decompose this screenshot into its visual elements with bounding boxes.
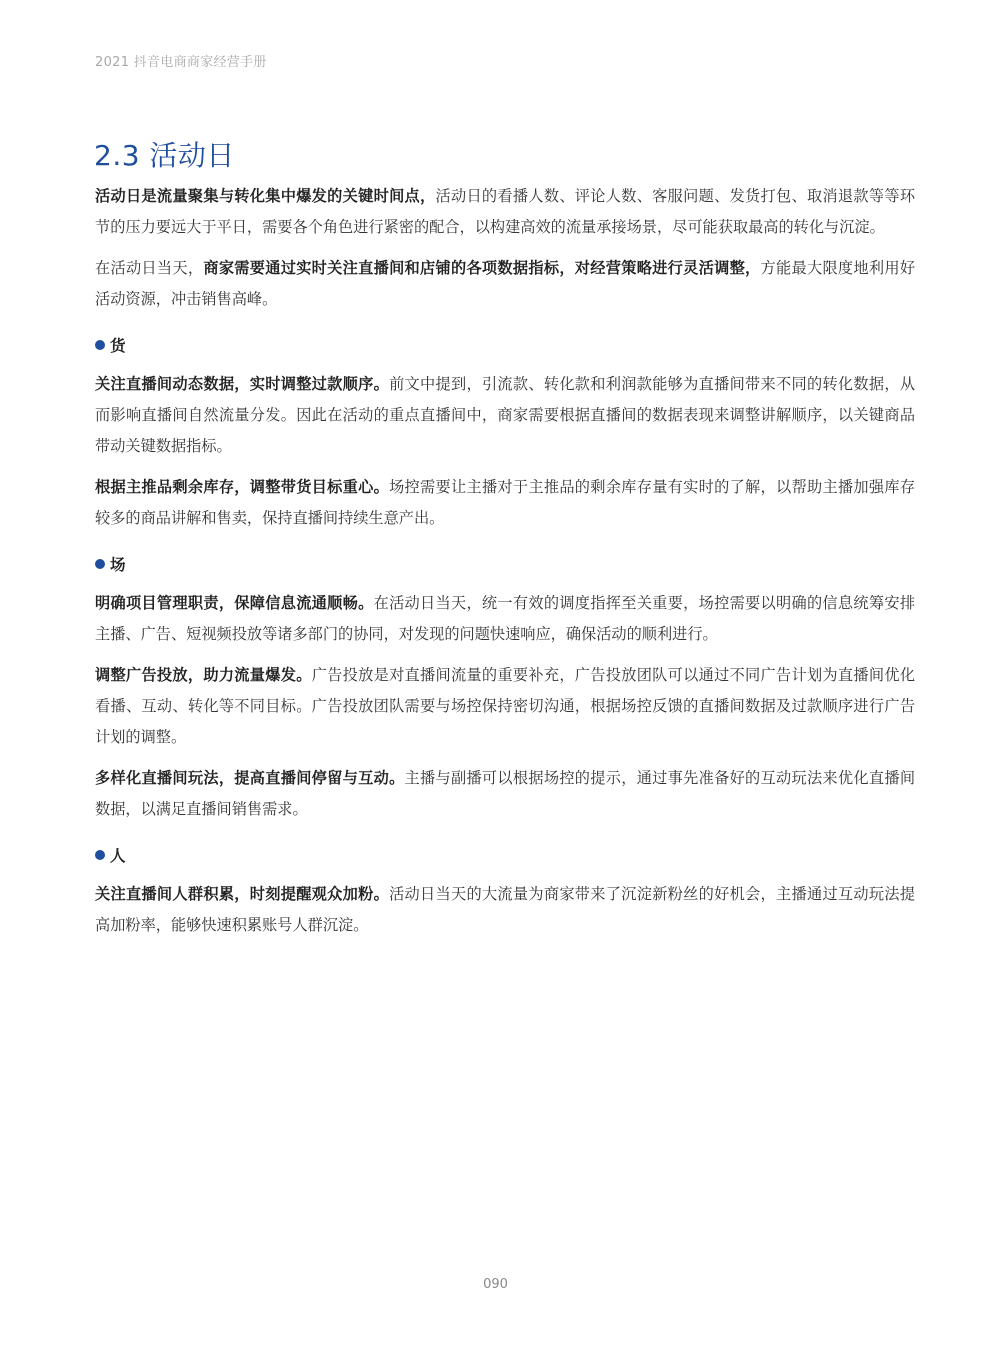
bullet-dot-icon <box>95 559 105 569</box>
people-heading-label: 人 <box>110 846 126 865</box>
intro-paragraph-1-text: 活动日的看播人数、评论人数、客服问题、发货打包、取消退款等等环节的压力要远大于平日，需要各个角色进行紧密的配合，以构建高效的流量承接场景，尽可能获取最高的转化与沉淀。 <box>95 187 916 236</box>
page-number: 090 <box>483 1277 508 1292</box>
goods-heading-label: 货 <box>110 336 126 355</box>
venue-item-3 <box>95 763 915 825</box>
venue-item-1-bold: 明确项目管理职责，保障信息流通顺畅。 <box>95 594 374 612</box>
venue-item-2 <box>95 660 915 753</box>
goods-item-2-bold: 根据主推品剩余库存，调整带货目标重心。 <box>95 478 390 496</box>
goods-item-1 <box>95 369 915 462</box>
intro-paragraph-1 <box>95 181 915 243</box>
section-title: 2.3 活动日 <box>94 139 235 172</box>
intro-paragraph-2-text: 方能最大限度地利用好活动资源，冲击销售高峰。 <box>95 259 916 308</box>
venue-item-2-bold: 调整广告投放，助力流量爆发。 <box>95 666 312 684</box>
people-heading <box>95 839 915 870</box>
goods-item-1-text: 前文中提到，引流款、转化款和利润款能够为直播间带来不同的转化数据，从而影响直播间自然流量分发。因此在活动的重点直播间中，商家需要根据直播间的数据表现来调整讲解顺序，以关键商品带动关键数据指标。 <box>95 375 916 455</box>
people-item-1-text: 活动日当天的大流量为商家带来了沉淀新粉丝的好机会，主播通过互动玩法提高加粉率，能够快速积累账号人群沉淀。 <box>95 885 916 934</box>
venue-item-1 <box>95 588 915 650</box>
goods-item-2 <box>95 472 915 534</box>
bullet-dot-icon <box>95 850 105 860</box>
goods-item-2-text: 场控需要让主播对于主推品的剩余库存量有实时的了解，以帮助主播加强库存较多的商品讲解和售卖，保持直播间持续生意产出。 <box>95 478 916 527</box>
people-item-1 <box>95 879 915 941</box>
venue-heading <box>95 548 915 579</box>
venue-item-3-bold: 多样化直播间玩法，提高直播间停留与互动。 <box>95 769 405 787</box>
venue-item-2-text: 广告投放是对直播间流量的重要补充，广告投放团队可以通过不同广告计划为直播间优化看播、互动、转化等不同目标。广告投放团队需要与场控保持密切沟通，根据场控反馈的直播间数据及过款顺序进行广告计划的调整。 <box>95 666 916 746</box>
goods-heading <box>95 329 915 360</box>
venue-item-1-text: 在活动日当天，统一有效的调度指挥至关重要，场控需要以明确的信息统筹安排主播、广告、短视频投放等诸多部门的协同，对发现的问题快速响应，确保活动的顺利进行。 <box>95 594 916 643</box>
intro-paragraph-1-bold: 活动日是流量聚集与转化集中爆发的关键时间点， <box>95 187 436 205</box>
venue-item-3-text: 主播与副播可以根据场控的提示，通过事先准备好的互动玩法来优化直播间数据，以满足直播间销售需求。 <box>95 769 916 818</box>
intro-paragraph-2-pre: 在活动日当天， <box>95 259 204 277</box>
venue-heading-label: 场 <box>110 555 126 574</box>
intro-paragraph-2 <box>95 253 915 315</box>
intro-paragraph-2-bold: 商家需要通过实时关注直播间和店铺的各项数据指标，对经营策略进行灵活调整， <box>203 259 761 277</box>
bullet-dot-icon <box>95 340 105 350</box>
people-item-1-bold: 关注直播间人群积累，时刻提醒观众加粉。 <box>95 885 390 903</box>
running-header: 2021 抖音电商商家经营手册 <box>95 55 267 70</box>
goods-item-1-bold: 关注直播间动态数据，实时调整过款顺序。 <box>95 375 390 393</box>
page-content <box>95 181 915 951</box>
